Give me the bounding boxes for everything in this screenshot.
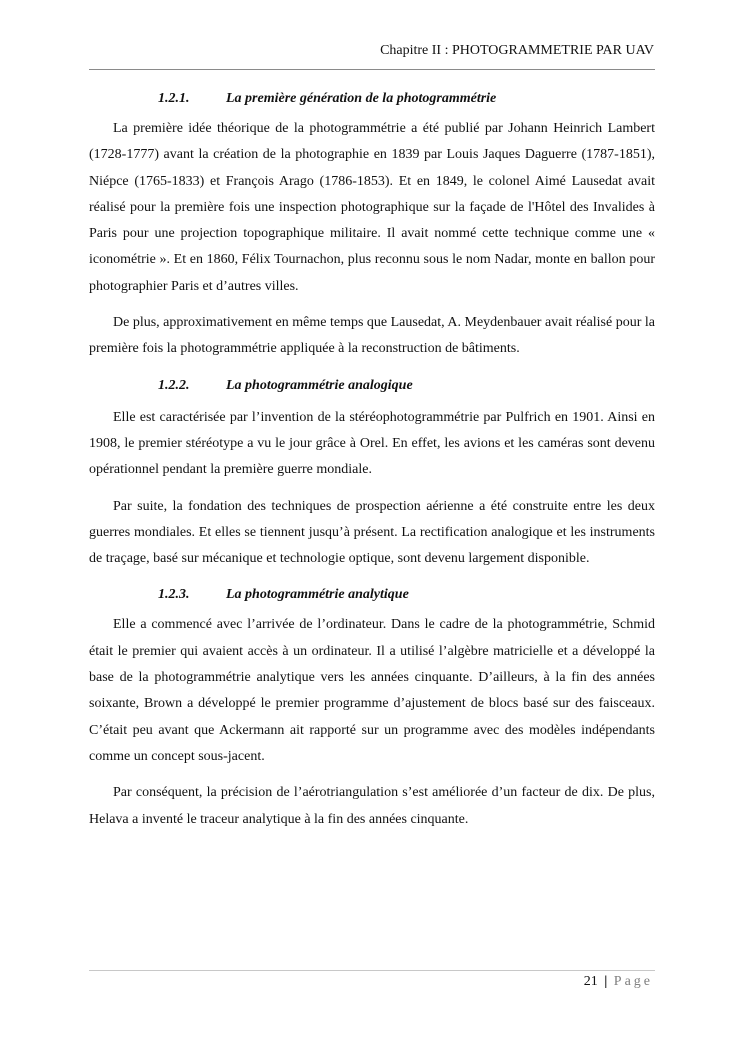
section-heading — [89, 584, 655, 606]
header-divider — [89, 69, 655, 70]
paragraph: Elle a commencé avec l’arrivée de l’ordinateur. Dans le cadre de la photogrammétrie, Schmid était le premier qui avaient accès à un ordinateur. Il a utilisé l’algèbre matricielle et a développé la base de la photogrammétrie analytique vers les années cinquante. D’ailleurs, à la fin des années soixante, Brown a développé le premier programme d’ajustement de blocs basé sur des faisceaux. C’était peu avant que Ackermann ait rapporté sur un programme avec des modèles indépendants comme un concept sous-jacent. — [89, 617, 655, 764]
footer-divider — [89, 970, 655, 971]
section-title: La photogrammétrie analytique — [226, 587, 409, 603]
section-number: 1.2.3. — [158, 587, 190, 603]
page-separator: | — [604, 974, 608, 989]
paragraph: La première idée théorique de la photogrammétrie a été publié par Johann Heinrich Lambert (1728-1777) avant la création de la photographie en 1839 par Louis Jaques Daguerre (1787-1851), Niépce (1765-1833) et François Arago (1786-1853). Et en 1849, le colonel Aimé Lausedat avait réalisé pour la première fois une inspection photographique sur la façade de l'Hôtel des Invalides à Paris pour une projection topographique militaire. Il avait nommé cette technique comme une « iconométrie ». Et en 1860, Félix Tournachon, plus reconnu sous le nom Nadar, monte en ballon pour photographier Paris et d’autres villes. — [89, 121, 655, 294]
section-number: 1.2.1. — [158, 91, 190, 106]
paragraph: Par conséquent, la précision de l’aérotriangulation s’est améliorée d’un facteur de dix. De plus, Helava a inventé le traceur analytique à la fin des années cinquante. — [89, 785, 655, 827]
page-header-title: Chapitre II : PHOTOGRAMMETRIE PAR UAV — [380, 43, 654, 58]
paragraph: De plus, approximativement en même temps que Lausedat, A. Meydenbauer avait réalisé pour la première fois la photogrammétrie appliquée à la reconstruction de bâtiments. — [89, 315, 655, 357]
page-footer — [584, 973, 653, 991]
section-heading — [89, 375, 655, 397]
paragraph: Elle est caractérisée par l’invention de la stéréophotogrammétrie par Pulfrich en 1901. Ainsi en 1908, le premier stéréotype a vu le jour grâce à Orel. En effet, les avions et les caméras sont devenu opérationnel pendant la première guerre mondiale. — [89, 409, 655, 478]
section-title: La première génération de la photogrammétrie — [226, 91, 497, 106]
page-body — [89, 80, 655, 833]
section-number: 1.2.2. — [158, 377, 190, 393]
section-heading — [89, 88, 655, 110]
section-title: La photogrammétrie analogique — [226, 377, 413, 393]
page-number: 21 — [583, 974, 598, 989]
paragraph: Par suite, la fondation des techniques de prospection aérienne a été construite entre les deux guerres mondiales. Et elles se tiennent jusqu’à présent. La rectification analogique et les instruments de traçage, basé sur mécanique et technologie optique, sont devenu largement disponible. — [89, 498, 655, 567]
page-label: Page — [613, 974, 653, 989]
